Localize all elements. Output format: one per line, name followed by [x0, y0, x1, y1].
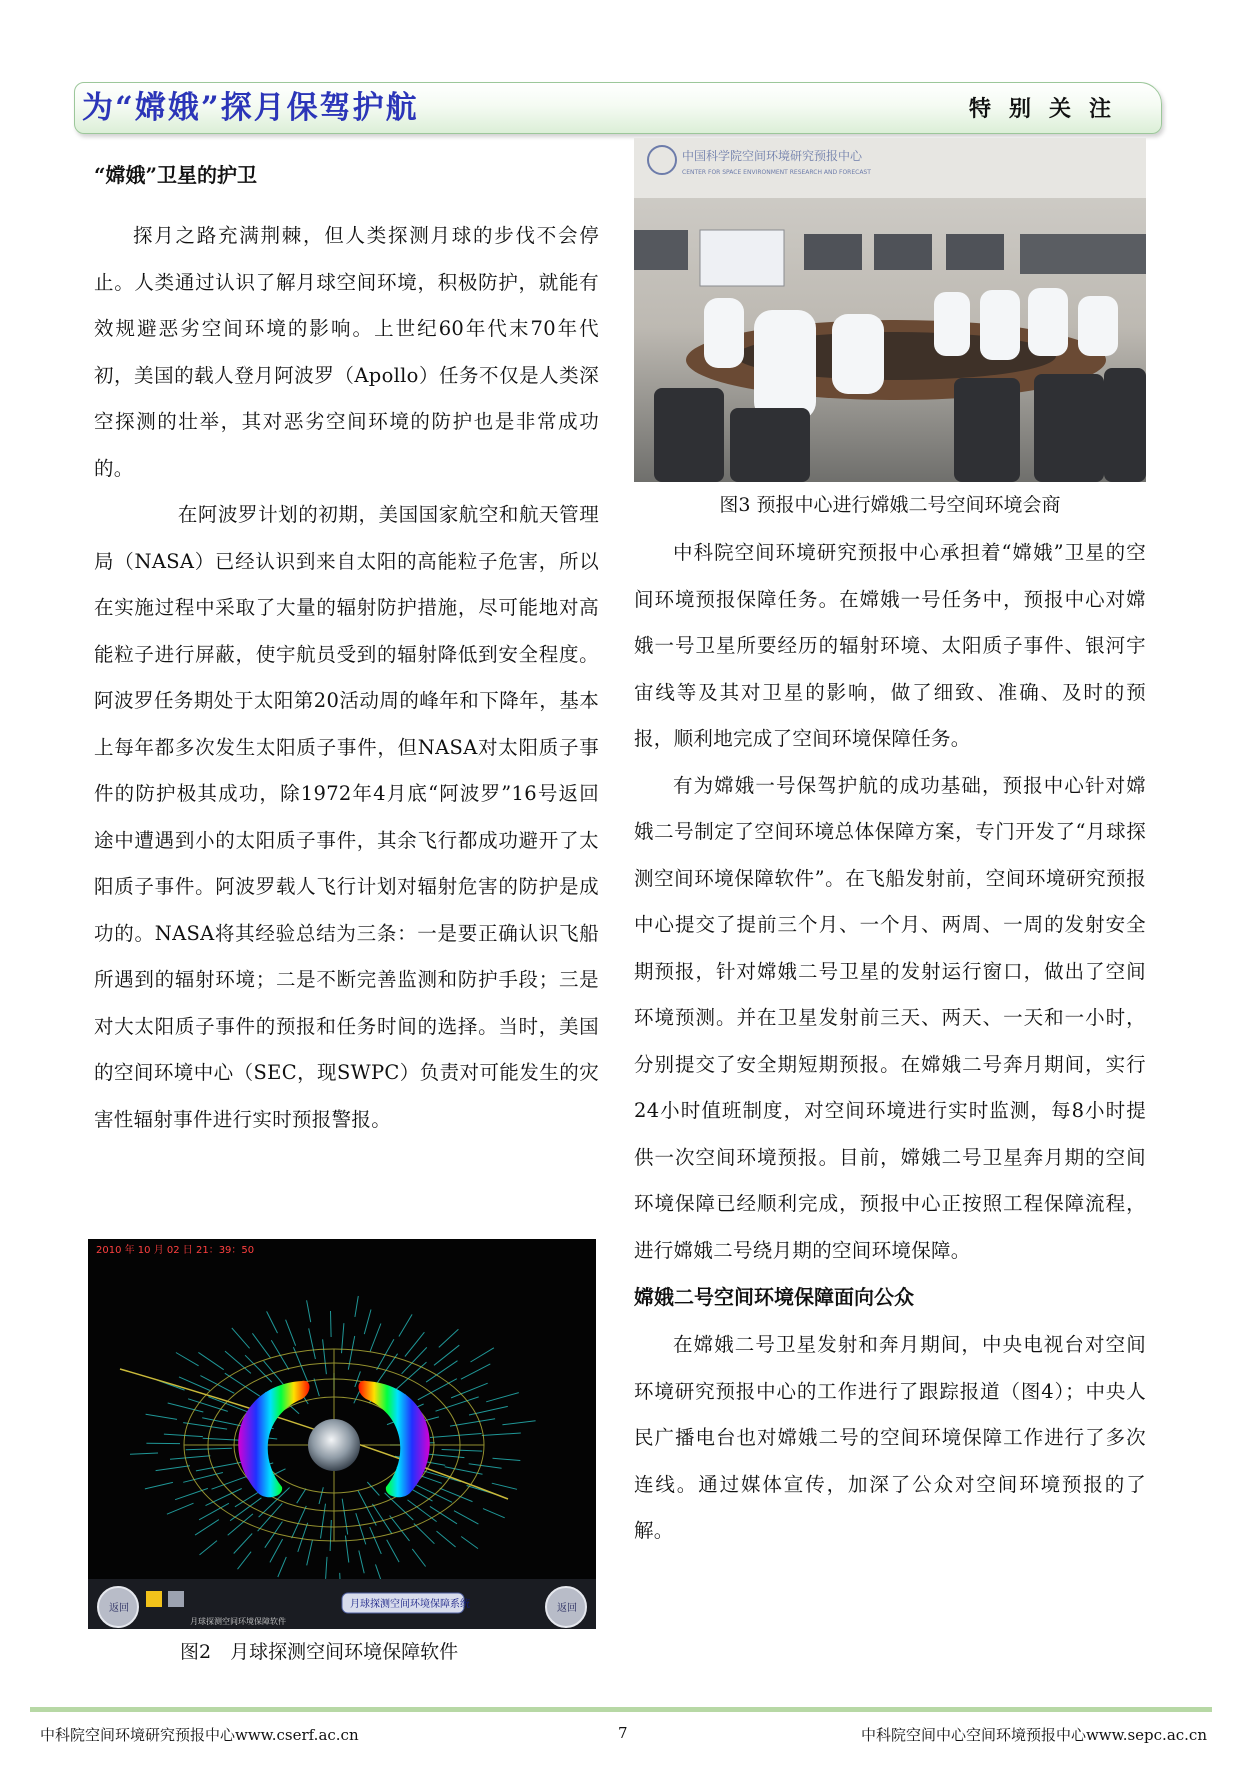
- field-line: [200, 1541, 218, 1555]
- meeting-room-graphic: [634, 138, 1146, 482]
- field-line: [199, 1503, 229, 1520]
- field-line: [238, 1552, 252, 1570]
- body-paragraph: 探月之路充满荆棘，但人类探测月球的步伐不会停止。人类通过认识了解月球空间环境，积极防护，就能有效规避恶劣空间环境的影响。上世纪60年代末70年代初，美国的载人登月阿波罗（Apollo）任务不仅是人类深空探测的壮举，其对恶劣空间环境的防护也是非常成功的。: [94, 224, 599, 480]
- field-line: [416, 1485, 452, 1502]
- right-dial-label: 返回: [557, 1603, 577, 1614]
- field-line: [270, 1539, 283, 1562]
- field-line: [130, 1453, 158, 1454]
- field-line: [146, 1414, 177, 1419]
- field-line: [183, 1423, 227, 1430]
- field-line: [471, 1348, 494, 1362]
- body-paragraph: 在嫦娥二号卫星发射和奔月期间，中央电视台对空间环境研究预报中心的工作进行了跟踪报道（图4）；中央人民广播电台也对嫦娥二号的空间环境保障工作进行了多次连线。通过媒体宣传，加深了公众对空间环境预报的了解。: [634, 1333, 1146, 1542]
- field-line: [234, 1534, 253, 1554]
- field-line: [321, 1504, 326, 1539]
- field-line: [225, 1373, 260, 1396]
- field-line: [309, 1328, 316, 1359]
- field-line: [286, 1320, 296, 1346]
- radiation-icon[interactable]: [146, 1591, 162, 1607]
- field-line: [307, 1300, 311, 1322]
- footer-right-text: 中科院空间中心空间环境预报中心www.sepc.ac.cn: [860, 1726, 1207, 1744]
- field-line: [442, 1450, 483, 1452]
- field-line: [461, 1364, 490, 1379]
- field-line: [278, 1557, 287, 1577]
- field-line: [252, 1333, 270, 1358]
- field-line: [348, 1336, 354, 1370]
- field-line: [469, 1406, 508, 1415]
- field-line: [469, 1464, 502, 1469]
- field-line: [323, 1339, 327, 1374]
- footer-left-text: 中科院空间环境研究预报中心www.cserf.ac.cn: [40, 1726, 359, 1744]
- field-line: [418, 1379, 457, 1400]
- status-text: 月球探测空间环境保障软件: [190, 1617, 286, 1626]
- field-line: [297, 1489, 306, 1504]
- field-line: [492, 1483, 517, 1489]
- field-line: [267, 1311, 278, 1333]
- globe-icon[interactable]: [168, 1591, 184, 1607]
- field-line: [330, 1520, 331, 1551]
- field-line: [186, 1448, 232, 1450]
- field-line: [175, 1488, 208, 1499]
- field-line: [370, 1324, 381, 1352]
- field-line: [454, 1511, 478, 1524]
- body-paragraph: 有为嫦娥一号保驾护航的成功基础，预报中心针对嫦娥二号制定了空间环境总体保障方案，专门开发了“月球探测空间环境保障软件”。在飞船发射前，空间环境研究预报中心提交了提前三个月、一个月、两周、一周的发射安全期预报，针对嫦娥二号卫星的发射运行窗口，做出了空间环境预测。并在卫星发射前三天、两天、一天和一小时，分别提交了安全期短期预报。在嫦娥二号奔月期间，实行24小时值班制度，对空间环境进行实时监测，每8小时提供一次空间环境预报。目前，嫦娥二号卫星奔月期的空间环境保障已经顺利完成，预报中心正按照工程保障流程，进行嫦娥二号绕月期的空间环境保障。: [634, 773, 1146, 1262]
- field-line: [390, 1516, 410, 1541]
- page-title: 为“嫦娥”探月保驾护航: [82, 90, 419, 126]
- field-line: [326, 1557, 327, 1579]
- field-line: [176, 1353, 199, 1366]
- field-line: [342, 1499, 348, 1535]
- field-line: [436, 1397, 479, 1411]
- section-label: 特别关注: [968, 96, 1129, 122]
- field-line: [439, 1329, 459, 1347]
- field-line: [170, 1456, 210, 1460]
- field-line: [412, 1549, 425, 1567]
- field-line: [483, 1509, 505, 1518]
- field-line: [225, 1351, 251, 1373]
- field-line: [414, 1524, 435, 1544]
- section-heading: “嫦娥”卫星的护卫: [94, 163, 258, 187]
- space-software-screenshot: [88, 1239, 596, 1629]
- left-dial-label: 返回: [109, 1603, 129, 1614]
- meeting-photo: [634, 138, 1146, 482]
- field-line: [145, 1482, 173, 1489]
- wall-sign-en: CENTER FOR SPACE ENVIRONMENT RESEARCH AND FORECAST: [682, 169, 871, 176]
- field-line: [164, 1434, 203, 1437]
- field-line: [445, 1467, 483, 1475]
- field-line: [196, 1462, 242, 1471]
- field-line: [461, 1537, 478, 1549]
- page-number: 7: [618, 1724, 628, 1742]
- field-line: [502, 1421, 535, 1425]
- right-column: [634, 138, 1146, 1555]
- field-line: [307, 1540, 313, 1566]
- field-line: [493, 1458, 521, 1460]
- field-line: [167, 1503, 194, 1514]
- field-line: [355, 1296, 358, 1317]
- field-line: [198, 1352, 223, 1369]
- field-line: [156, 1466, 190, 1471]
- field-line: [430, 1506, 457, 1523]
- field-line: [387, 1540, 399, 1562]
- field-line: [486, 1393, 519, 1402]
- field-line: [183, 1473, 223, 1483]
- body-paragraph: 在阿波罗计划的初期，美国国家航空和航天管理局（NASA）已经认识到来自太阳的高能粒子危害，所以在实施过程中采取了大量的辐射防护措施，尽可能地对高能粒子进行屏蔽，使宇航员受到的辐射降低到安全程度。阿波罗任务期处于太阳第20活动周的峰年和下降年，基本上每年都多次发生太阳质子事件，但NASA对太阳质子事件的防护极其成功，除1972年4月底“阿波罗”16号返回途中遭遇到小的太阳质子事件，其余飞行都成功避开了太阳质子事件。阿波罗载人飞行计划对辐射危害的防护是成功的。NASA将其经验总结为三条：一是要正确认识飞船所遇到的辐射环境；二是不断完善监测和防护手段；三是对大太阳质子事件的预报和任务时间的选择。当时，美国的空间环境中心（SEC，现SWPC）负责对可能发生的灾害性辐射事件进行实时预报警报。: [94, 503, 599, 1131]
- field-line: [437, 1531, 456, 1547]
- timestamp-label: 2010 年 10 月 02 日 21：39：50: [96, 1245, 255, 1256]
- figure-caption: 图3 预报中心进行嫦娥二号空间环境会商: [719, 494, 1061, 516]
- field-line: [399, 1314, 412, 1336]
- software-title: 月球探测空间环境保障系统: [350, 1599, 470, 1610]
- wall-sign: 中国科学院空间环境研究预报中心: [682, 149, 863, 163]
- field-line: [232, 1328, 250, 1348]
- field-line: [195, 1520, 219, 1536]
- field-line: [370, 1527, 382, 1554]
- field-line: [298, 1523, 308, 1552]
- field-line: [319, 1487, 323, 1504]
- footer-divider: [30, 1707, 1212, 1712]
- field-line: [331, 1311, 332, 1337]
- field-line: [358, 1491, 376, 1526]
- magnetosphere-graphic: [88, 1239, 596, 1629]
- field-line: [345, 1536, 348, 1563]
- field-line: [450, 1419, 495, 1426]
- field-line: [359, 1551, 364, 1574]
- field-line: [451, 1383, 488, 1398]
- field-line: [440, 1488, 473, 1501]
- figure-caption: 图2 月球探测空间环境保障软件: [180, 1641, 459, 1663]
- field-line: [364, 1310, 371, 1335]
- field-line: [430, 1434, 482, 1438]
- field-line: [314, 1379, 319, 1397]
- field-line: [482, 1433, 521, 1436]
- body-paragraph: 中科院空间环境研究预报中心承担着“嫦娥”卫星的空间环境预报保障任务。在嫦娥一号任务中，预报中心对嫦娥一号卫星所要经历的辐射环境、太阳质子事件、银河宇宙线等及其对卫星的影响，做了细致、准确、及时的预报，顺利地完成了空间环境保障任务。: [634, 541, 1146, 750]
- left-column: [94, 160, 599, 1143]
- section-heading: 嫦娥二号空间环境保障面向公众: [634, 1285, 914, 1309]
